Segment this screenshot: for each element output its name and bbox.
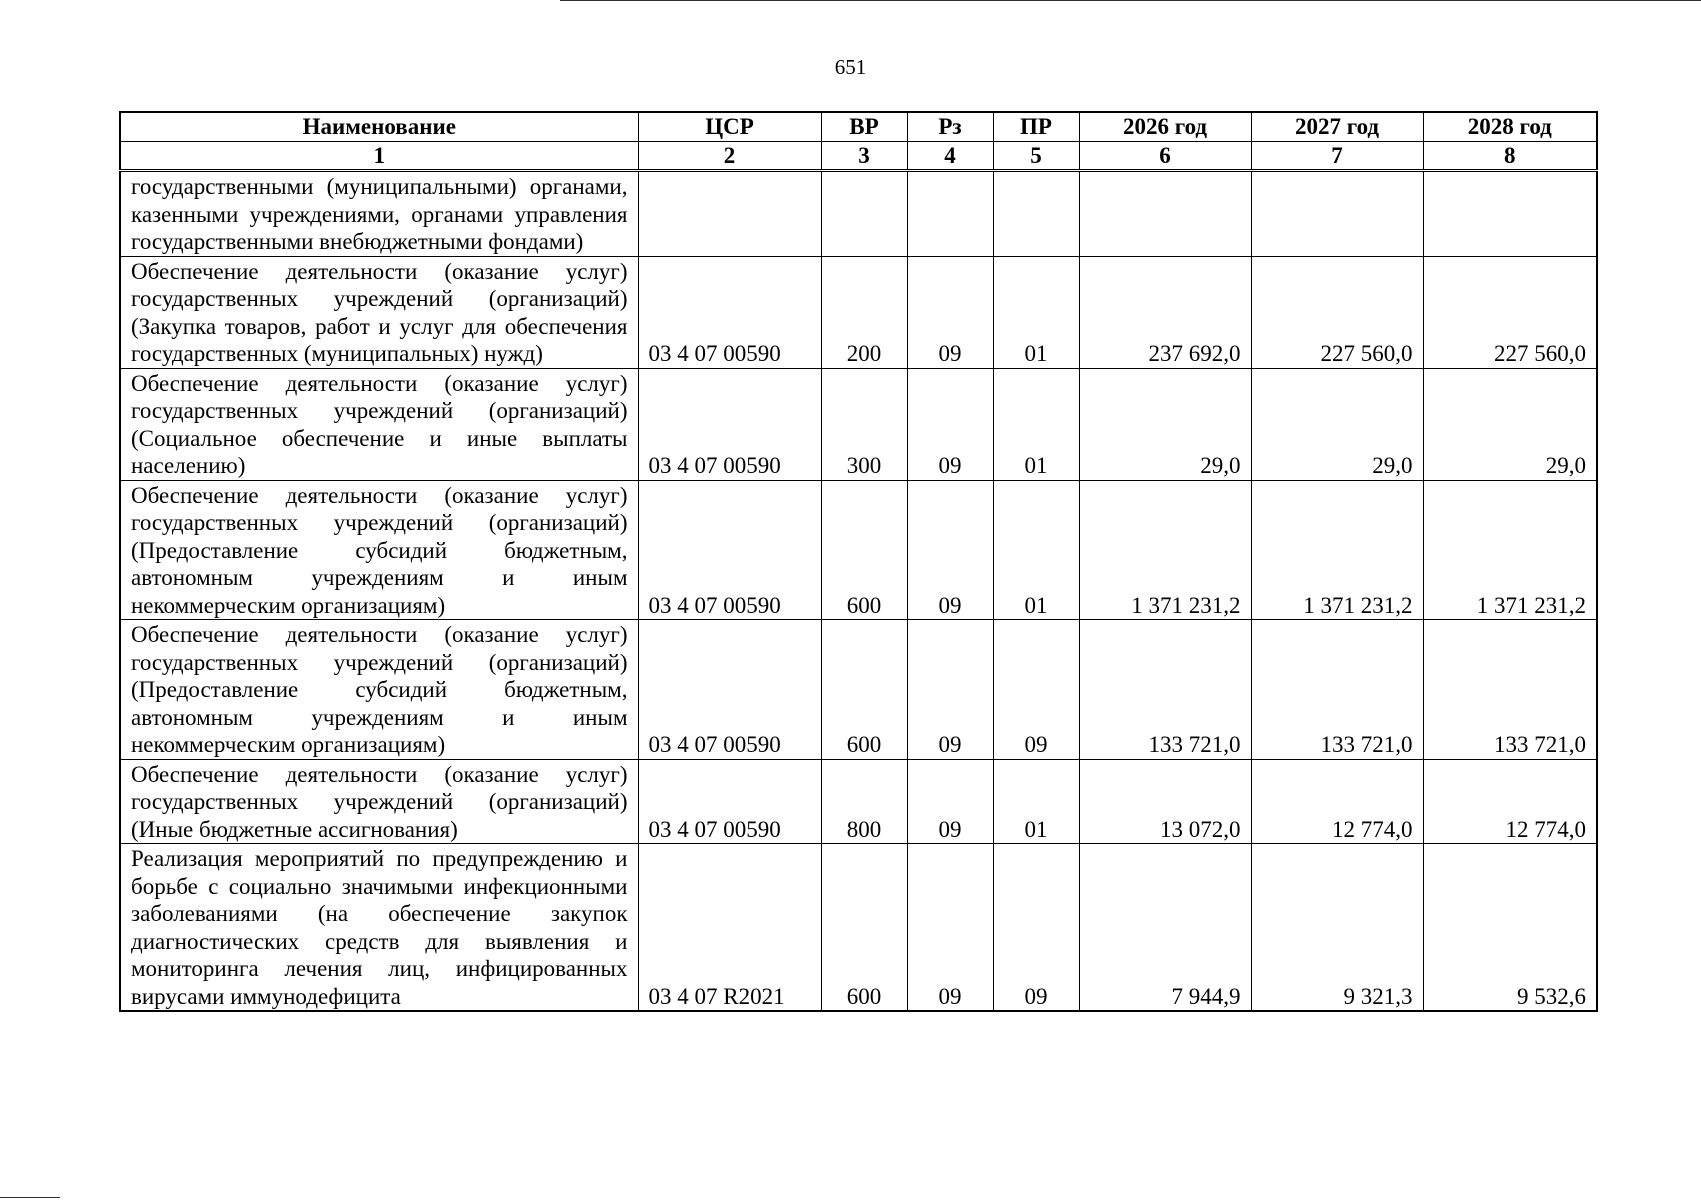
column-number: 3: [821, 141, 907, 171]
table-row: [120, 368, 1597, 480]
row-csr: [638, 171, 821, 257]
row-rz: 09: [907, 620, 993, 760]
row-pr: 09: [993, 620, 1079, 760]
scan-edge-top: [560, 0, 1701, 1]
row-2028: 133 721,0: [1423, 620, 1597, 760]
row-2028: 12 774,0: [1423, 759, 1597, 844]
header-vr: ВР: [821, 112, 907, 141]
row-name: Обеспечение деятельности (оказание услуг) государственных учреждений (организаций) (Предоставление субсидий бюджетным, автономным учреждениям и иным некоммерческим организациям): [120, 620, 638, 760]
column-number: 1: [120, 141, 638, 171]
row-2026: 29,0: [1079, 368, 1251, 480]
row-vr: [821, 171, 907, 257]
row-pr: 01: [993, 759, 1079, 844]
row-2026: 7 944,9: [1079, 844, 1251, 1012]
row-vr: 800: [821, 759, 907, 844]
row-2028: 1 371 231,2: [1423, 480, 1597, 620]
row-csr: 03 4 07 00590: [638, 368, 821, 480]
column-number: 2: [638, 141, 821, 171]
row-vr: 600: [821, 480, 907, 620]
row-rz: [907, 171, 993, 257]
table-row: [120, 480, 1597, 620]
page-number: 651: [834, 55, 867, 79]
row-2027: [1251, 171, 1423, 257]
header-2027: 2027 год: [1251, 112, 1423, 141]
row-2028: 227 560,0: [1423, 256, 1597, 368]
row-2027: 29,0: [1251, 368, 1423, 480]
row-2027: 1 371 231,2: [1251, 480, 1423, 620]
row-csr: 03 4 07 00590: [638, 256, 821, 368]
row-name: Обеспечение деятельности (оказание услуг) государственных учреждений (организаций) (Предоставление субсидий бюджетным, автономным учреждениям и иным некоммерческим организациям): [120, 480, 638, 620]
row-vr: 300: [821, 368, 907, 480]
row-2027: 12 774,0: [1251, 759, 1423, 844]
row-csr: 03 4 07 00590: [638, 620, 821, 760]
header-csr: ЦСР: [638, 112, 821, 141]
column-number: 8: [1423, 141, 1597, 171]
row-name: Обеспечение деятельности (оказание услуг) государственных учреждений (организаций) (Социальное обеспечение и иные выплаты населению): [120, 368, 638, 480]
row-name: Обеспечение деятельности (оказание услуг) государственных учреждений (организаций) (Иные бюджетные ассигнования): [120, 759, 638, 844]
header-2028: 2028 год: [1423, 112, 1597, 141]
header-row: [120, 112, 1597, 141]
table-row: [120, 844, 1597, 1012]
row-2026: 133 721,0: [1079, 620, 1251, 760]
header-2026: 2026 год: [1079, 112, 1251, 141]
column-number-row: [120, 141, 1597, 171]
row-rz: 09: [907, 844, 993, 1012]
row-2026: [1079, 171, 1251, 257]
scan-edge-bottom-left: [0, 1197, 60, 1198]
row-rz: 09: [907, 480, 993, 620]
table-row: [120, 171, 1597, 257]
row-name: Обеспечение деятельности (оказание услуг) государственных учреждений (организаций) (Закупка товаров, работ и услуг для обеспечения государственных (муниципальных) нужд): [120, 256, 638, 368]
row-rz: 09: [907, 256, 993, 368]
column-number: 5: [993, 141, 1079, 171]
row-2027: 9 321,3: [1251, 844, 1423, 1012]
row-pr: 09: [993, 844, 1079, 1012]
row-pr: 01: [993, 480, 1079, 620]
row-2026: 1 371 231,2: [1079, 480, 1251, 620]
row-name: Реализация мероприятий по предупреждению и борьбе с социально значимыми инфекционными заболеваниями (на обеспечение закупок диагностических средств для выявления и мониторинга лечения лиц, инфицированных вирусами иммунодефицита: [120, 844, 638, 1012]
row-2027: 227 560,0: [1251, 256, 1423, 368]
row-2028: 9 532,6: [1423, 844, 1597, 1012]
row-2027: 133 721,0: [1251, 620, 1423, 760]
table-row: [120, 256, 1597, 368]
table-row: [120, 620, 1597, 760]
row-pr: [993, 171, 1079, 257]
column-number: 4: [907, 141, 993, 171]
table-row: [120, 759, 1597, 844]
row-2026: 237 692,0: [1079, 256, 1251, 368]
row-2028: [1423, 171, 1597, 257]
row-rz: 09: [907, 368, 993, 480]
row-2026: 13 072,0: [1079, 759, 1251, 844]
row-pr: 01: [993, 256, 1079, 368]
column-number: 7: [1251, 141, 1423, 171]
row-vr: 200: [821, 256, 907, 368]
header-name: Наименование: [120, 112, 638, 141]
row-csr: 03 4 07 R2021: [638, 844, 821, 1012]
row-name: государственными (муниципальными) органами, казенными учреждениями, органами управления государственными внебюджетными фондами): [120, 171, 638, 257]
column-number: 6: [1079, 141, 1251, 171]
header-rz: Рз: [907, 112, 993, 141]
row-csr: 03 4 07 00590: [638, 480, 821, 620]
budget-table: [119, 111, 1598, 1012]
row-2028: 29,0: [1423, 368, 1597, 480]
row-pr: 01: [993, 368, 1079, 480]
row-rz: 09: [907, 759, 993, 844]
row-csr: 03 4 07 00590: [638, 759, 821, 844]
row-vr: 600: [821, 844, 907, 1012]
header-pr: ПР: [993, 112, 1079, 141]
row-vr: 600: [821, 620, 907, 760]
